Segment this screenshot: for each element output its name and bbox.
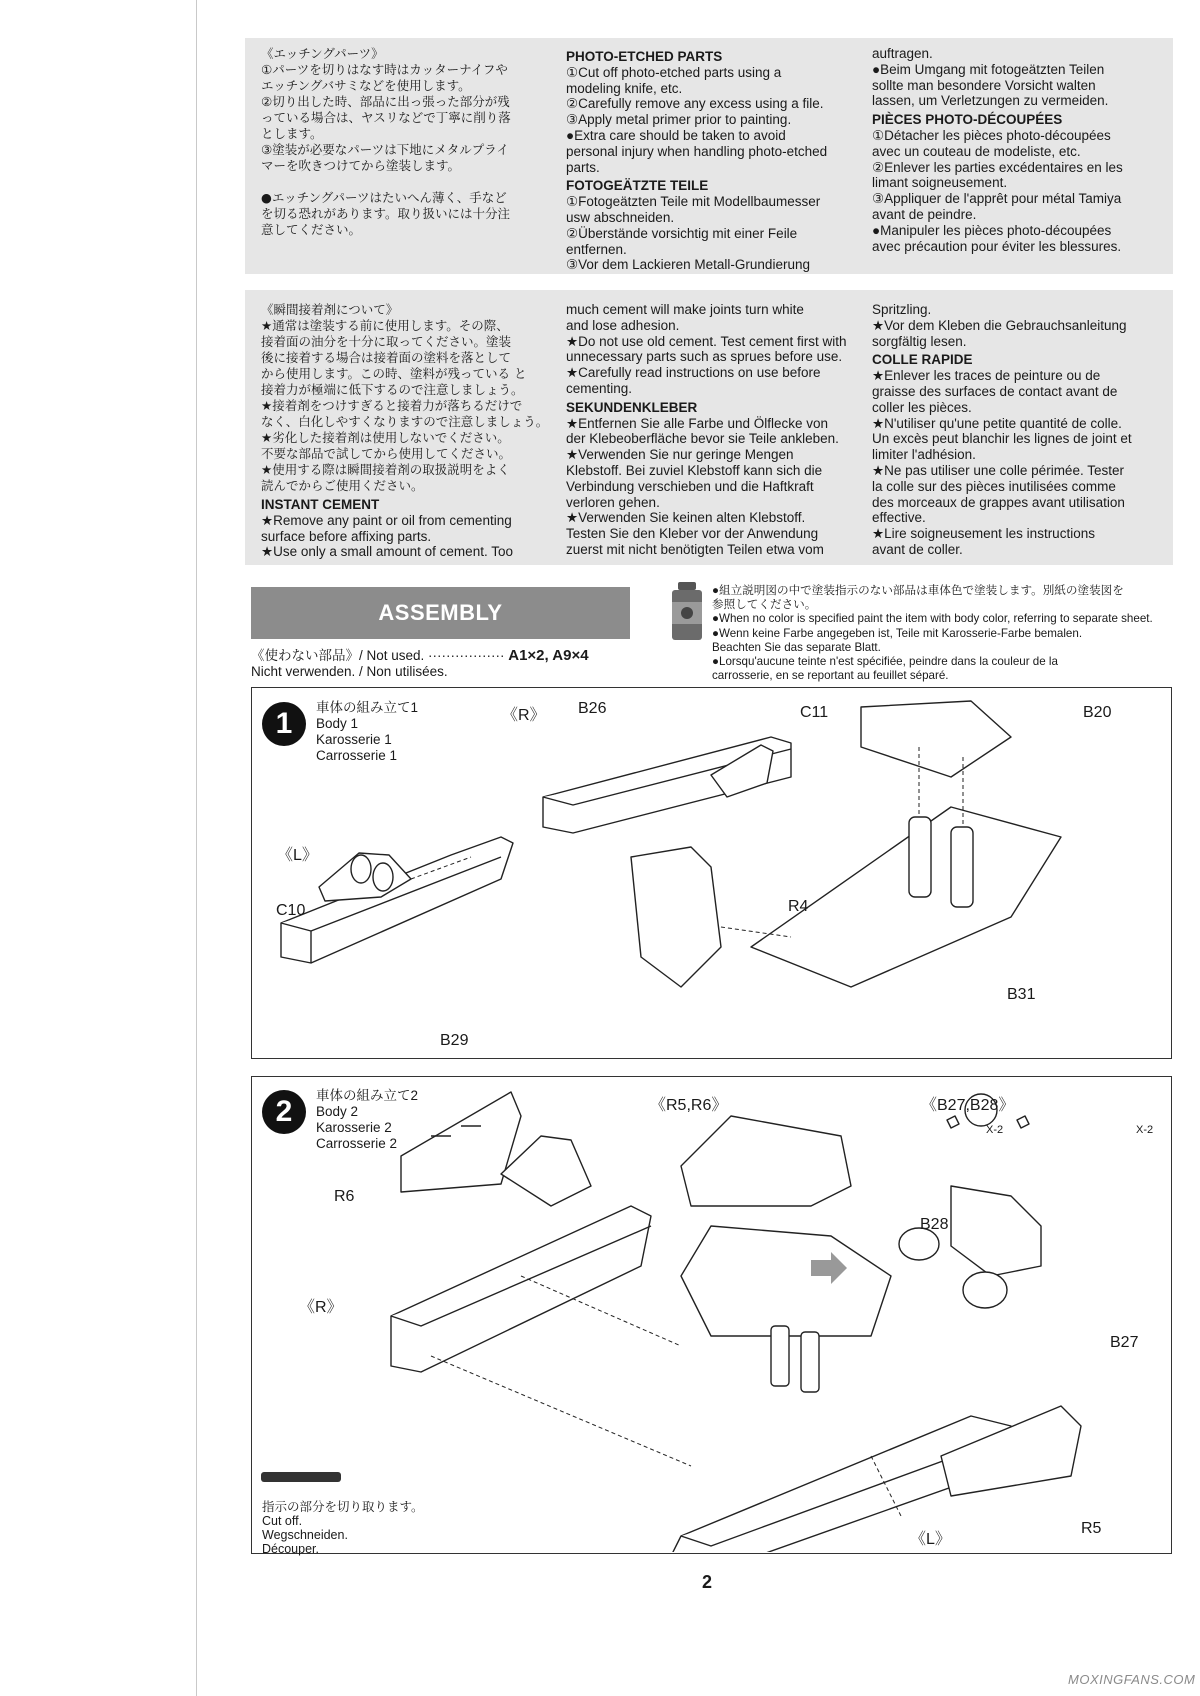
note-line: 接着力が極端に低下するので注意しましょう。	[261, 382, 524, 397]
note-line: sorgfältig lesen.	[872, 333, 967, 349]
note-line: ★Use only a small amount of cement. Too	[261, 544, 513, 560]
cut-off-note	[262, 1500, 424, 1556]
note-line: 車体の組み立て2	[316, 1088, 419, 1103]
note-line: verloren gehen.	[566, 494, 660, 510]
note-line: PIÈCES PHOTO-DÉCOUPÉES	[872, 112, 1063, 128]
assembly-banner: ASSEMBLY	[251, 587, 630, 639]
note-line: ②Überstände vorsichtig mit einer Feile	[566, 225, 798, 241]
step2-number: 2	[262, 1090, 306, 1134]
note-line: unnecessary parts such as sprues before use.	[566, 349, 843, 365]
not-used-parts: A1×2, A9×4	[508, 647, 589, 664]
note-line: FOTOGEÄTZTE TEILE	[566, 178, 709, 194]
note-line: 車体の組み立て1	[316, 700, 419, 715]
note-line	[261, 174, 551, 190]
note-line: effective.	[872, 510, 926, 526]
note-line: Klebstoff. Bei zuviel Klebstoff kann sich die	[566, 462, 823, 478]
not-used-label: 《使わない部品》/ Not used. ·················	[251, 648, 505, 663]
note-line: 接着面の油分を十分に取ってください。塗装	[261, 334, 512, 349]
note-line: Carrosserie 1	[316, 748, 398, 763]
step2-diagram	[251, 1076, 1170, 1552]
step2-label-b27b28: 《B27,B28》	[921, 1097, 1015, 1114]
note-line: から使用します。この時、塗料が残っている と	[261, 366, 527, 381]
note-line: ★Enlever les traces de peinture ou de	[872, 368, 1101, 384]
note-line: 後に接着する場合は接着面の塗料を落として	[261, 350, 512, 365]
note-line: ★Ne pas utiliser une colle périmée. Tester	[872, 462, 1124, 478]
note-line: Cut off.	[262, 1514, 303, 1528]
step1-label-b26: B26	[578, 700, 607, 717]
note-line: Karosserie 1	[316, 732, 392, 747]
note-line: ●Wenn keine Farbe angegeben ist, Teile mit Karosserie-Farbe bemalen.	[712, 626, 1083, 640]
note-line: entfernen.	[566, 241, 627, 257]
note-line: cementing.	[566, 380, 633, 396]
note-line: ★通常は塗装する前に使用します。その際、	[261, 318, 509, 333]
note-line: ②Enlever les parties excédentaires en les	[872, 159, 1123, 175]
note-line: Body 1	[316, 716, 359, 731]
photo-etched-notes-english-german	[566, 46, 856, 273]
note-line: avant de coller.	[872, 541, 963, 557]
note-line: der Klebeoberfläche bevor sie Teile ankleben.	[566, 431, 839, 447]
note-line: ★Carefully read instructions on use before	[566, 365, 821, 381]
step1-label-r4: R4	[788, 898, 809, 915]
note-line: modeling knife, etc.	[566, 80, 683, 96]
note-line: SEKUNDENKLEBER	[566, 399, 698, 415]
note-line: ★Do not use old cement. Test cement first with	[566, 333, 847, 349]
note-line: 《エッチングパーツ》	[261, 46, 384, 61]
note-line: zuerst mit nicht benötigten Teilen etwa vom	[566, 541, 824, 557]
note-line: avant de peindre.	[872, 206, 977, 222]
note-line: limiter l'adhésion.	[872, 447, 976, 463]
step2-label-l: 《L》	[910, 1531, 951, 1548]
cement-notes-german-french	[872, 302, 1164, 558]
note-line: 《瞬間接着剤について》	[261, 302, 399, 317]
note-line: Carrosserie 2	[316, 1136, 398, 1151]
note-line: Karosserie 2	[316, 1120, 392, 1135]
step1-number: 1	[262, 702, 306, 746]
note-line: ●Beim Umgang mit fotogeätzten Teilen	[872, 61, 1105, 77]
step1-label-b31: B31	[1007, 986, 1036, 1003]
step2-label-r5r6: 《R5,R6》	[650, 1097, 728, 1114]
note-line: personal injury when handling photo-etched	[566, 143, 828, 159]
note-line: ★Vor dem Kleben die Gebrauchsanleitung	[872, 317, 1127, 333]
note-line: ③Vor dem Lackieren Metall-Grundierung	[566, 257, 810, 273]
note-line: ★Verwenden Sie keinen alten Klebstoff.	[566, 510, 806, 526]
page-number: 2	[702, 1572, 713, 1592]
note-line: avec précaution pour éviter les blessures.	[872, 238, 1122, 254]
step2-label-b27: B27	[1110, 1334, 1139, 1351]
note-line: ③Appliquer de l'apprêt pour métal Tamiya	[872, 191, 1122, 207]
note-line: des morceaux de grappes avant utilisation	[872, 494, 1125, 510]
note-line: ②切り出した時、部品に出っ張った部分が残	[261, 94, 510, 109]
binding-line	[196, 0, 197, 1696]
step1-label-c10: C10	[276, 902, 306, 919]
note-line: surface before affixing parts.	[261, 528, 432, 544]
note-line: ●Lorsqu'aucune teinte n'est spécifiée, peindre dans la couleur de la	[712, 655, 1058, 669]
note-line: Wegschneiden.	[262, 1528, 348, 1542]
note-line: coller les pièces.	[872, 399, 972, 415]
step1-label-r: 《R》	[502, 707, 546, 724]
note-line: ●Extra care should be taken to avoid	[566, 127, 786, 143]
note-line: Découper.	[262, 1542, 319, 1556]
cement-notes-japanese-english	[261, 302, 553, 560]
note-line: 不要な部品で試してから使用してください。	[261, 446, 512, 461]
note-line: エッチングバサミなどを使用します。	[261, 78, 471, 93]
note-line: parts.	[566, 159, 600, 175]
photo-etched-notes-japanese	[261, 46, 551, 238]
note-line: and lose adhesion.	[566, 317, 680, 333]
note-line: ★Verwenden Sie nur geringe Mengen	[566, 447, 794, 463]
note-line: ●エッチングパーツはたいへん薄く、手など	[261, 190, 507, 205]
note-line: sollte man besondere Vorsicht walten	[872, 77, 1096, 93]
paint-color-note	[712, 584, 1172, 683]
note-line: Spritzling.	[872, 302, 932, 317]
step1-label-l: 《L》	[277, 847, 318, 864]
note-line: ●Manipuler les pièces photo-découpées	[872, 222, 1112, 238]
note-line: la colle sur des pièces inutilisées comme	[872, 478, 1116, 494]
note-line: ②Carefully remove any excess using a file.	[566, 96, 824, 112]
note-line: ①Cut off photo-etched parts using a	[566, 64, 782, 80]
note-line: ★使用する際は瞬間接着剤の取扱説明をよく	[261, 462, 510, 477]
note-line: ★Remove any paint or oil from cementing	[261, 512, 512, 528]
note-line: Body 2	[316, 1104, 359, 1119]
note-line: 読んでからご使用ください。	[261, 478, 424, 493]
photo-etched-notes-german-french	[872, 46, 1162, 254]
note-line: ●組立説明図の中で塗装指示のない部品は車体色で塗装します。別紙の塗装図を	[712, 584, 1124, 597]
note-line: ③塗装が必要なパーツは下地にメタルプライ	[261, 142, 509, 157]
note-line: っている場合は、ヤスリなどで丁寧に削り落	[261, 110, 511, 125]
note-line: ●When no color is specified paint the item with body color, referring to separate sheet.	[712, 612, 1153, 626]
step2-label-b28: B28	[920, 1216, 949, 1233]
note-line: を切る恐れがあります。取り扱いには十分注	[261, 206, 511, 221]
note-line: 指示の部分を切り取ります。	[262, 1500, 424, 1514]
step2-label-x2-right: X-2	[1136, 1124, 1154, 1136]
step2-label-r: 《R》	[299, 1299, 343, 1316]
note-line: ★接着剤をつけすぎると接着力が落ちるだけで	[261, 398, 523, 413]
note-line: ★Lire soigneusement les instructions	[872, 526, 1095, 542]
watermark-logo: MOXINGFANS.COM	[1068, 1672, 1196, 1687]
step1-label-b20: B20	[1083, 704, 1112, 721]
note-line: carrosserie, en se reportant au feuillet séparé.	[712, 669, 949, 683]
note-line: ★N'utiliser qu'une petite quantité de colle.	[872, 415, 1122, 431]
step2-label-r6: R6	[334, 1188, 355, 1205]
note-line: 意してください。	[261, 222, 362, 237]
note-line: usw abschneiden.	[566, 209, 675, 225]
step2-label-r5: R5	[1081, 1520, 1102, 1537]
step2-label-x2-left: X-2	[986, 1124, 1004, 1136]
note-line: INSTANT CEMENT	[261, 497, 380, 512]
note-line: auftragen.	[872, 46, 933, 61]
note-line: マーを吹きつけてから塗装します。	[261, 158, 461, 173]
cement-notes-english-german	[566, 302, 858, 558]
note-line: ③Apply metal primer prior to painting.	[566, 112, 792, 128]
note-line: Beachten Sie das separate Blatt.	[712, 640, 881, 654]
step1-label-c11: C11	[800, 704, 829, 721]
note-line: とします。	[261, 126, 323, 141]
not-used-label-de-fr: Nicht verwenden. / Non utilisées.	[251, 664, 448, 679]
note-line: lassen, um Verletzungen zu vermeiden.	[872, 93, 1109, 109]
step1-label-b29: B29	[440, 1032, 469, 1049]
note-line: Verbindung verschieben und die Haftkraft	[566, 478, 814, 494]
note-line: avec un couteau de modeliste, etc.	[872, 143, 1081, 159]
note-line: Testen Sie den Kleber vor der Anwendung	[566, 526, 819, 542]
note-line: Un excès peut blanchir les lignes de joint et	[872, 431, 1132, 447]
note-line: ①Fotogeätzten Teile mit Modellbaumesser	[566, 194, 821, 210]
note-line: ★劣化した接着剤は使用しないでください。	[261, 430, 510, 445]
note-line: ①パーツを切りはなす時はカッターナイフや	[261, 62, 508, 77]
spray-can-icon	[668, 580, 706, 642]
note-line: なく、白化しやすくなりますので注意しましょう。	[261, 414, 549, 429]
note-line: ①Détacher les pièces photo-découpées	[872, 127, 1111, 143]
note-line: graisse des surfaces de contact avant de	[872, 383, 1118, 399]
note-line: limant soigneusement.	[872, 175, 1008, 191]
note-line: ★Entfernen Sie alle Farbe und Ölflecke von	[566, 415, 828, 431]
note-line: much cement will make joints turn white	[566, 302, 804, 317]
note-line: PHOTO-ETCHED PARTS	[566, 49, 723, 64]
not-used-parts-note	[251, 648, 589, 680]
note-line: 参照してください。	[712, 598, 817, 612]
note-line: COLLE RAPIDE	[872, 352, 973, 368]
